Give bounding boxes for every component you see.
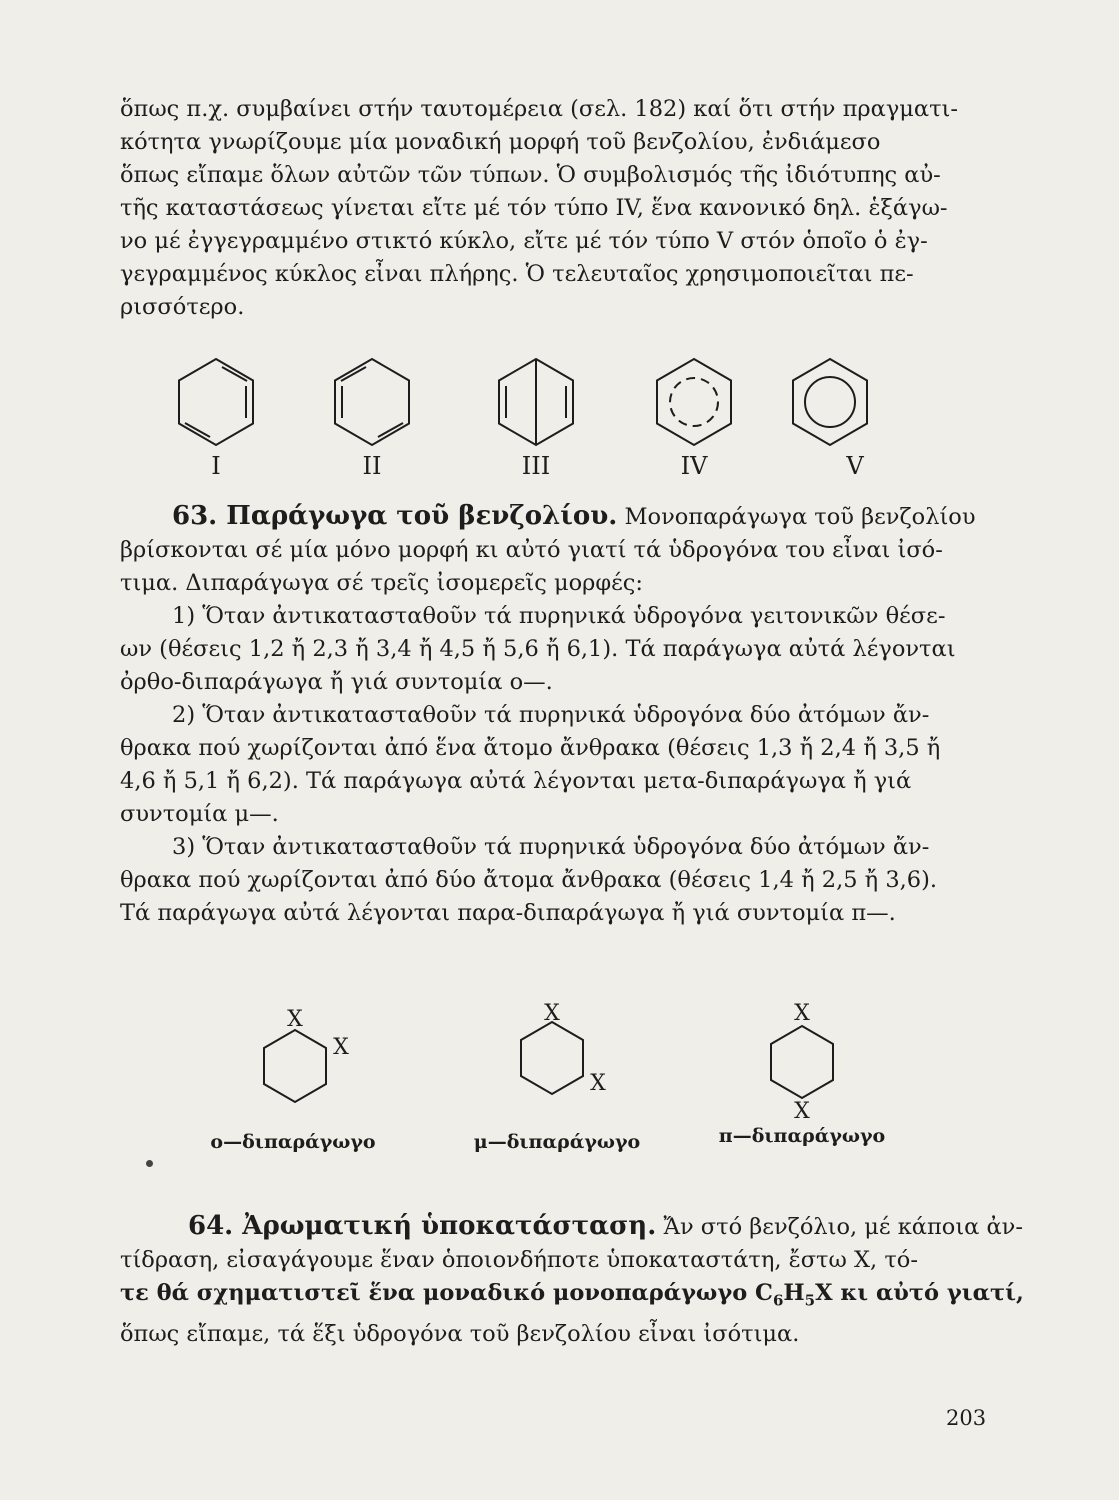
item-2-line: 4,6 ἤ 5,1 ἤ 6,2). Τά παράγωγα αὐτά λέγονται μετα-διπαράγωγα ἤ γιά [120,768,912,794]
text-line: τῆς καταστάσεως γίνεται εἴτε μέ τόν τύπο IV, ἕνα κανονικό δηλ. ἑξάγω- [120,195,948,221]
ortho-substituent-1: X [287,1007,303,1032]
structure-v-solid-circle [793,359,867,445]
formula-line [120,1277,1024,1318]
ortho-label: ο—διπαράγωγο [210,1131,376,1153]
item-3-line: θρακα πού χωρίζονται ἀπό δύο ἄτομα ἄνθρακα (θέσεις 1,4 ἤ 2,5 ἤ 3,6). [120,867,938,893]
text-line: νο μέ ἐγγεγραμμένο στικτό κύκλο, εἴτε μέ τόν τύπο V στόν ὁποῖο ὁ ἐγ- [120,228,928,254]
item-2-line: θρακα πού χωρίζονται ἀπό ἕνα ἄτομο ἄνθρακα (θέσεις 1,3 ἤ 2,4 ἤ 3,5 ἤ [120,735,941,761]
para-ring [771,1026,833,1098]
item-3-line: 3) Ὅταν ἀντικατασταθοῦν τά πυρηνικά ὑδρογόνα δύο ἀτόμων ἄν- [172,834,930,860]
item-1-line: ων (θέσεις 1,2 ἤ 2,3 ἤ 3,4 ἤ 4,5 ἤ 5,6 ἤ 6,1). Τά παράγωγα αὐτά λέγονται [120,636,956,662]
text-line: ὅπως εἴπαμε ὅλων αὐτῶν τῶν τύπων. Ὁ συμβολισμός τῆς ἰδιότυπης αὐ- [120,162,941,188]
section-63-lead: Μονοπαράγωγα τοῦ βενζολίου [624,504,976,530]
structure-label-i: I [211,452,221,480]
structure-ii-kekule [335,359,409,445]
text-line: κότητα γνωρίζουμε μία μοναδική μορφή τοῦ βενζολίου, ἐνδιάμεσο [120,129,881,155]
formula-post: X κι αὐτό γιατί, [815,1280,1024,1306]
section-63-first-line [120,500,988,534]
formula-pre: τε θά σχηματιστεῖ ἕνα μοναδικό μονοπαράγωγο C [120,1280,773,1306]
structure-label-v: V [846,452,864,480]
text-line: τιμα. Διπαράγωγα σέ τρεῖς ἰσομερεῖς μορφές: [120,570,643,596]
section-64-heading: 64. Ἀρωματική ὑποκατάσταση. [188,1211,657,1241]
intro-paragraph [120,93,988,324]
item-1-line: 1) Ὅταν ἀντικατασταθοῦν τά πυρηνικά ὑδρογόνα γειτονικῶν θέσε- [172,603,946,629]
page-number: 203 [946,1406,987,1430]
benzene-structures-figure [150,350,910,495]
ortho-substituent-2: X [333,1035,349,1060]
structure-label-iv: IV [680,452,708,480]
structure-label-iii: III [521,452,551,480]
section-63-heading: 63. Παράγωγα τοῦ βενζολίου. [172,501,618,531]
item-2-line: συντομία μ—. [120,801,279,827]
para-substituent-2: X [794,1099,810,1124]
text-line: ὅπως π.χ. συμβαίνει στήν ταυτομέρεια (σελ. 182) καί ὅτι στήν πραγματι- [120,96,958,122]
structure-iii-dewar [499,359,573,445]
para-substituent-1: X [794,1001,810,1026]
item-3-line: Τά παράγωγα αὐτά λέγονται παρα-διπαράγωγα ἤ γιά συντομία π—. [120,900,896,926]
text-line: τίδραση, εἰσαγάγουμε ἕναν ὁποιονδήποτε ὑποκαταστάτη, ἔστω X, τό- [120,1247,918,1273]
meta-ring [521,1022,583,1094]
text-line: γεγραμμένος κύκλος εἶναι πλήρης. Ὁ τελευταῖος χρησιμοποιεῖται πε- [120,261,914,287]
item-2-line: 2) Ὅταν ἀντικατασταθοῦν τά πυρηνικά ὑδρογόνα δύο ἀτόμων ἄν- [172,702,930,728]
meta-substituent-2: X [590,1071,606,1096]
section-63 [120,500,988,930]
item-1-line: ὀρθο-διπαράγωγα ἤ γιά συντομία ο—. [120,669,553,695]
subscript-5: 5 [804,1291,816,1310]
ortho-ring [264,1030,326,1102]
section-64-first-line [120,1210,1023,1244]
formula-h: H [783,1280,805,1306]
text-line: ὅπως εἴπαμε, τά ἕξι ὑδρογόνα τοῦ βενζολίου εἶναι ἰσότιμα. [120,1320,800,1347]
para-label: π—διπαράγωγο [718,1125,886,1147]
subscript-6: 6 [772,1291,784,1310]
structure-i-kekule [179,359,253,445]
section-64-lead: Ἄν στό βενζόλιο, μέ κάποια ἀν- [663,1214,1023,1240]
structure-label-ii: II [362,452,382,480]
meta-label: μ—διπαράγωγο [473,1131,641,1153]
stray-mark [146,1160,153,1167]
structure-iv-dashed-circle [657,359,731,445]
section-64 [120,1210,1024,1351]
meta-substituent-1: X [544,1001,560,1026]
text-line: βρίσκονται σέ μία μόνο μορφή κι αὐτό γιατί τά ὑδρογόνα του εἶναι ἰσό- [120,537,943,563]
text-line: ρισσότερο. [120,294,245,320]
disubstituted-derivatives-figure [195,996,915,1156]
